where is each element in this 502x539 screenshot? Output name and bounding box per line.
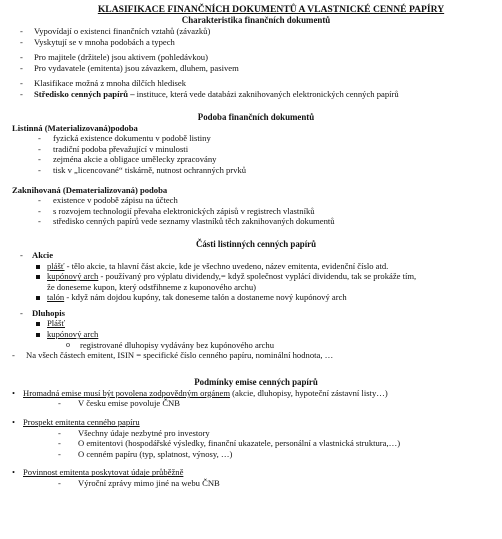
square-bullet-icon xyxy=(36,265,40,269)
square-bullet-icon xyxy=(36,322,40,326)
list-item: • Prospekt emitenta cenného papíru xyxy=(12,417,140,428)
list-item: - V česku emise povoluje ČNB xyxy=(58,398,181,409)
list-item: • Povinnost emitenta poskytovat údaje průběžně xyxy=(12,467,184,478)
list-item: Plášť xyxy=(36,318,494,329)
document-title: KLASIFIKACE FINANČNÍCH DOKUMENTŮ A VLASTNICKÉ CENNÉ PAPÍRY xyxy=(97,4,445,15)
list-item: - O cenném papíru (typ, splatnost, výnosy, …) xyxy=(58,448,233,459)
list-item: o registrované dluhopisy vydávány bez kupónového archu xyxy=(66,339,275,350)
list-item: kupónový arch - používaný pro výplatu dividendy,= když společnost vyplácí dividendu, tak se prokáže tím, xyxy=(36,271,494,282)
list-item-continuation: že doneseme kupon, který odstřihneme z kuponového archu) xyxy=(47,281,257,292)
square-bullet-icon xyxy=(36,333,40,337)
square-bullet-icon xyxy=(36,296,40,300)
list-item: - Výroční zprávy mimo jiné na webu ČNB xyxy=(58,478,220,488)
list-item: plášť - tělo akcie, ta hlavní část akcie, kde je všechno uvedeno, název emitenta, evidenční číslo atd. xyxy=(36,261,494,272)
list-item: - fyzická existence dokumentu v podobě listiny xyxy=(38,133,211,144)
shares-heading: - Akcie xyxy=(20,249,54,260)
bonds-parts-list xyxy=(36,318,494,350)
parts-note: - Na všech částech emitent, ISIN = specifické číslo cenného papíru, nominální hodnota, … xyxy=(12,350,334,361)
list-item: - Klasifikace možná z mnoha dílčích hledisek xyxy=(20,78,187,89)
list-item: kupónový arch xyxy=(36,329,494,340)
paper-form-heading: Listinná (Materializovaná)podoba xyxy=(12,122,138,133)
list-item: • Hromadná emise musí být povolena zodpovědným orgánem (akcie, dluhopisy, hypoteční zástavní listy…) xyxy=(12,387,388,398)
list-item: - Pro vydavatele (emitenta) jsou závazkem, dluhem, pasivem xyxy=(20,62,239,73)
list-item: - tisk v „licencované“ tiskárně, nutnost ochranných prvků xyxy=(38,164,247,175)
book-entry-form-list xyxy=(38,195,494,227)
list-item: - existence v podobě zápisu na účtech xyxy=(38,195,178,206)
list-item: - středisko cenných papírů vede seznamy vlastníků těch zaknihovaných dokumentů xyxy=(38,216,335,227)
book-entry-form-heading: Zaknihovaná (Dematerializovaná) podoba xyxy=(12,184,168,195)
shares-parts-list xyxy=(36,261,494,303)
list-item: - O emitentovi (hospodářské výsledky, finanční ukazatele, personální a vlastnická struktura,…) xyxy=(58,438,401,449)
list-item: - s rozvojem technologií převaha elektronických zápisů v registrech vlastníků xyxy=(38,205,315,216)
list-item: - Středisko cenných papírů – instituce, která vede databázi zaknihovaných elektronických cenných papírů xyxy=(20,88,399,99)
list-item: - Vypovídají o existenci finančních vztahů (závazků) xyxy=(20,26,211,36)
section-heading-parts: Části listinných cenných papírů xyxy=(195,238,317,249)
list-item: - Pro majitele (držitele) jsou aktivem (pohledávkou) xyxy=(20,52,208,63)
section-heading-form: Podoba finančních dokumentů xyxy=(197,111,315,122)
paper-form-list xyxy=(38,133,494,175)
list-item: - Vyskytují se v mnoha podobách a typech xyxy=(20,36,175,47)
bonds-heading: - Dluhopis xyxy=(20,307,65,318)
list-item: talón - když nám dojdou kupóny, tak doneseme talón a dostaneme nový kupónový arch xyxy=(36,292,494,303)
list-item: - Všechny údaje nezbytné pro investory xyxy=(58,427,210,438)
section-heading-conditions: Podmínky emise cenných papírů xyxy=(194,376,318,387)
list-item: - zejména akcie a obligace umělecky zpracovány xyxy=(38,154,217,165)
square-bullet-icon xyxy=(36,275,40,279)
list-item: - tradiční podoba převažující v minulosti xyxy=(38,143,189,154)
characteristics-list xyxy=(20,26,494,100)
section-heading-characteristics: Charakteristika finančních dokumentů xyxy=(181,15,331,25)
